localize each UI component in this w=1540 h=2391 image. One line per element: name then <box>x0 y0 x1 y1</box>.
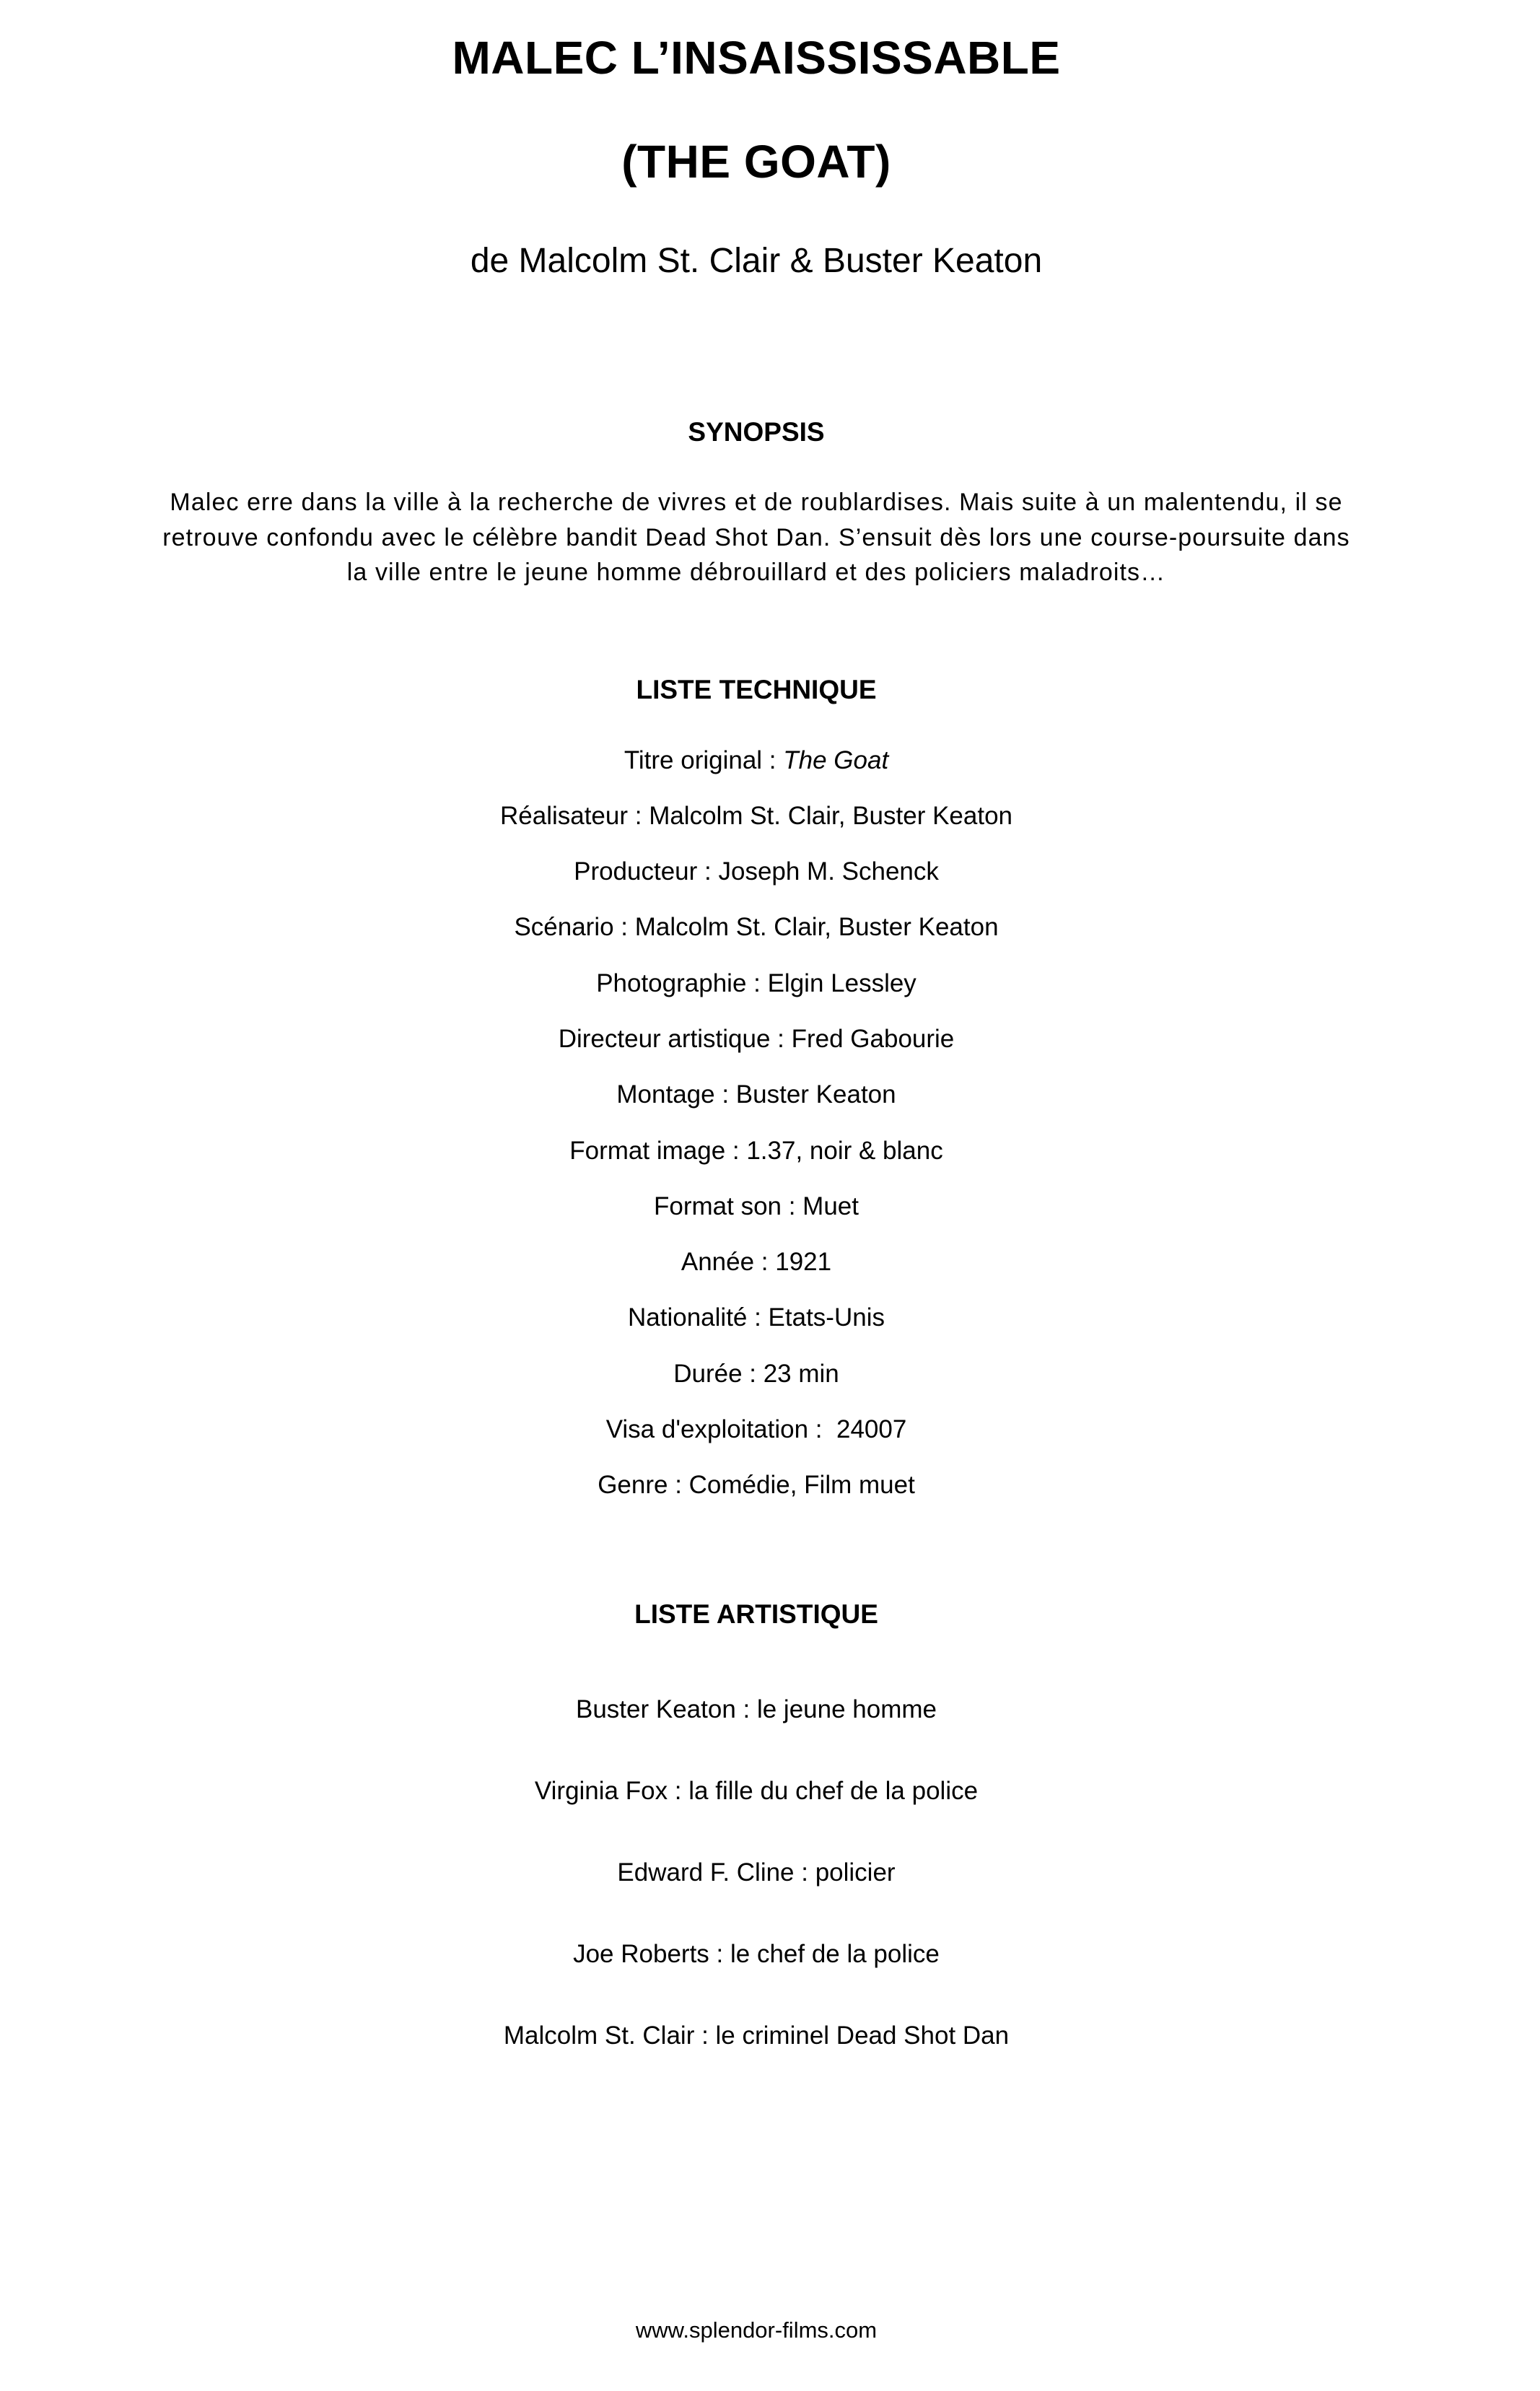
artistic-list <box>0 1669 1513 2076</box>
technical-line: Année : 1921 <box>681 1248 832 1277</box>
technical-line: Photographie : Elgin Lessley <box>596 969 916 997</box>
technical-line: Format son : Muet <box>654 1192 859 1220</box>
technical-original-title-value-italic: The Goat <box>783 746 889 774</box>
technical-line-original-title <box>0 733 1513 788</box>
footer-url: www.splendor-films.com <box>635 2317 878 2343</box>
film-title-french: MALEC L’INSAISSISSABLE <box>452 32 1061 84</box>
artistic-list-heading: LISTE ARTISTIQUE <box>634 1599 878 1629</box>
technical-line: Format image : 1.37, noir & blanc <box>569 1136 943 1165</box>
artistic-line: Joe Roberts : le chef de la police <box>573 1939 940 1968</box>
technical-list-heading: LISTE TECHNIQUE <box>636 674 877 704</box>
synopsis-line: la ville entre le jeune homme débrouillard et des policiers maladroits… <box>346 559 1166 586</box>
technical-line: Montage : Buster Keaton <box>616 1080 896 1109</box>
synopsis-line: retrouve confondu avec le célèbre bandit Dead Shot Dan. S’ensuit dès lors une course-poursuite dans <box>162 523 1350 551</box>
technical-list <box>0 733 1513 1513</box>
synopsis-line: Malec erre dans la ville à la recherche de vivres et de roublardises. Mais suite à un malentendu, il se <box>170 489 1343 516</box>
technical-line: Réalisateur : Malcolm St. Clair, Buster Keaton <box>499 801 1012 830</box>
artistic-line: Edward F. Cline : policier <box>617 1858 896 1887</box>
technical-line: Durée : 23 min <box>673 1359 839 1388</box>
film-title-original: (THE GOAT) <box>621 136 891 188</box>
synopsis-paragraph <box>0 485 1513 590</box>
film-byline: de Malcolm St. Clair & Buster Keaton <box>470 242 1043 280</box>
technical-original-title-label: Titre original : <box>624 746 784 774</box>
artistic-line: Virginia Fox : la fille du chef de la police <box>534 1776 979 1805</box>
technical-line: Directeur artistique : Fred Gabourie <box>558 1024 955 1053</box>
artistic-line: Malcolm St. Clair : le criminel Dead Shot Dan <box>503 2021 1010 2050</box>
technical-line: Genre : Comédie, Film muet <box>598 1471 915 1500</box>
technical-line: Scénario : Malcolm St. Clair, Buster Keaton <box>514 913 999 942</box>
technical-line: Nationalité : Etats-Unis <box>628 1303 885 1332</box>
artistic-line: Buster Keaton : le jeune homme <box>575 1695 937 1723</box>
technical-line: Producteur : Joseph M. Schenck <box>574 857 939 886</box>
technical-line: Visa d'exploitation : 24007 <box>605 1415 907 1444</box>
synopsis-heading: SYNOPSIS <box>688 417 825 447</box>
